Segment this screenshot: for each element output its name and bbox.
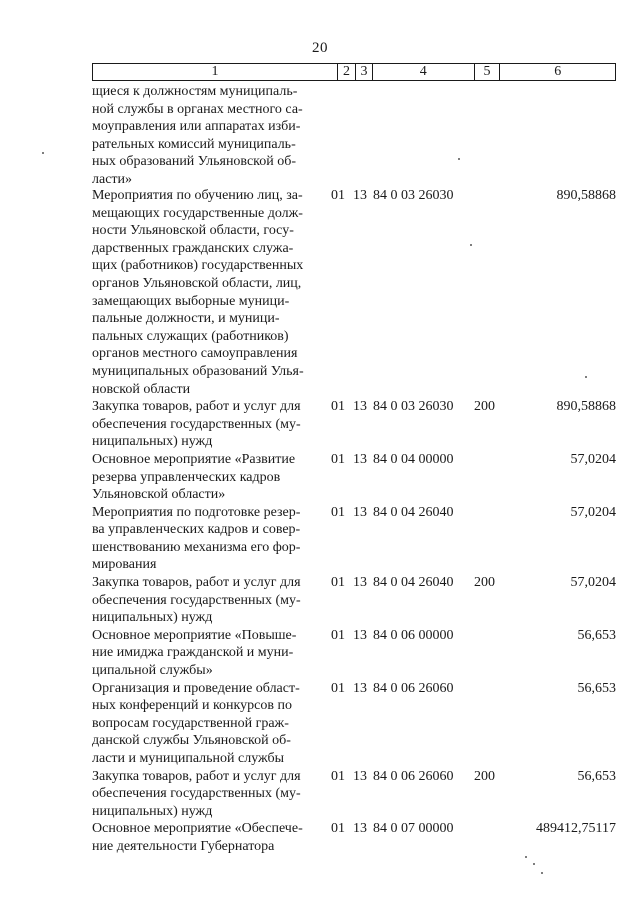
- row-name-line: ласти»: [92, 171, 133, 187]
- expense-type-code: 200: [474, 399, 495, 415]
- row-name-line: обеспечения государственных (му-: [92, 592, 301, 608]
- table-row: [92, 504, 616, 574]
- header-col-2: 2: [338, 64, 356, 80]
- amount-value: 57,0204: [570, 451, 616, 467]
- target-article-code: 84 0 06 00000: [373, 627, 454, 643]
- target-article-code: 84 0 06 26060: [373, 680, 454, 696]
- row-codes: [325, 574, 616, 627]
- row-name-line: Ульяновской области»: [92, 487, 226, 503]
- row-codes: [325, 820, 616, 855]
- row-name: [92, 820, 325, 855]
- row-name-line: обеспечения государственных (му-: [92, 416, 301, 432]
- table-row: [92, 187, 616, 398]
- row-codes: [325, 187, 616, 398]
- expense-type-code: [474, 504, 506, 574]
- section-code: 01: [331, 188, 345, 203]
- table-row: [92, 680, 616, 768]
- target-article-code: 84 0 06 26060: [373, 768, 454, 784]
- row-name: [92, 768, 325, 821]
- section-code: 01: [331, 627, 345, 643]
- amount-value: 57,0204: [570, 504, 616, 520]
- row-name-line: органов местного самоуправления: [92, 346, 298, 362]
- expense-type-code: [474, 627, 506, 680]
- subsection-code: 13: [353, 399, 367, 415]
- row-name-line: пальных служащих (работников): [92, 328, 289, 344]
- row-name-line: Основное мероприятие «Развитие: [92, 451, 296, 467]
- subsection-code: [353, 83, 373, 187]
- row-codes: [325, 83, 616, 187]
- row-name-line: данской службы Ульяновской об-: [92, 733, 291, 749]
- subsection-code: 13: [353, 768, 367, 784]
- row-name-line: Основное мероприятие «Обеспече-: [92, 821, 303, 837]
- target-article-code: [373, 83, 474, 187]
- amount-value: 56,653: [577, 627, 616, 643]
- row-name-line: Организация и проведение област-: [92, 680, 300, 696]
- page-number: 20: [312, 40, 328, 56]
- row-name-line: ниципальных) нужд: [92, 434, 213, 450]
- row-name: [92, 83, 325, 187]
- header-col-6: 6: [554, 64, 562, 79]
- row-name-line: ние деятельности Губернатора: [92, 838, 275, 854]
- amount-value: 890,58868: [556, 399, 616, 415]
- row-name: [92, 504, 325, 574]
- row-codes: [325, 504, 616, 574]
- amount-value: 56,653: [577, 768, 616, 784]
- table-row: [92, 574, 616, 627]
- header-col-3: 3: [356, 64, 373, 80]
- scan-speck: [541, 872, 543, 874]
- row-name-line: ниципальных) нужд: [92, 803, 213, 819]
- table-header-row: [92, 63, 616, 81]
- row-name-line: ных образований Ульяновской об-: [92, 154, 297, 170]
- row-name-line: ности Ульяновской области, госу-: [92, 223, 294, 239]
- row-name-line: мирования: [92, 557, 157, 573]
- row-name-line: Закупка товаров, работ и услуг для: [92, 399, 301, 415]
- row-name-line: ва управленческих кадров и совер-: [92, 522, 301, 538]
- scan-speck: [42, 152, 44, 154]
- scan-speck: [585, 376, 587, 378]
- target-article-code: 84 0 04 26040: [373, 575, 454, 591]
- header-col-1: 1: [93, 64, 338, 80]
- amount-value: 56,653: [577, 680, 616, 696]
- subsection-code: 13: [353, 451, 367, 467]
- row-name-line: ласти и муниципальной службы: [92, 751, 285, 766]
- row-name-line: органов Ульяновской области, лиц,: [92, 275, 302, 291]
- table-row: [92, 768, 616, 821]
- row-codes: [325, 627, 616, 680]
- row-name-line: ние имиджа гражданской и муни-: [92, 645, 294, 661]
- target-article-code: 84 0 03 26030: [373, 188, 454, 203]
- row-codes: [325, 768, 616, 821]
- subsection-code: 13: [353, 575, 367, 591]
- row-name: [92, 398, 325, 451]
- subsection-code: 13: [353, 821, 367, 837]
- amount-value: 57,0204: [570, 575, 616, 591]
- amount-value: [506, 83, 616, 187]
- row-name-line: резерва управленческих кадров: [92, 469, 281, 485]
- row-name-line: шенствованию механизма его фор-: [92, 539, 301, 555]
- row-name-line: Мероприятия по подготовке резер-: [92, 504, 301, 520]
- target-article-code: 84 0 03 26030: [373, 399, 454, 415]
- scan-speck: [533, 863, 535, 865]
- row-codes: [325, 451, 616, 504]
- expense-type-code: 200: [474, 768, 495, 784]
- row-name: [92, 574, 325, 627]
- row-name-line: щих (работников) государственных: [92, 258, 304, 274]
- row-name: [92, 627, 325, 680]
- amount-value: 489412,75117: [536, 821, 616, 837]
- row-name-line: муниципальных образований Улья-: [92, 363, 304, 379]
- row-name-line: обеспечения государственных (му-: [92, 786, 301, 802]
- row-codes: [325, 680, 616, 768]
- expense-type-code: [474, 83, 506, 187]
- expense-type-code: [474, 680, 506, 768]
- row-name-line: щиеся к должностям муниципаль-: [92, 84, 298, 99]
- section-code: 01: [331, 680, 345, 696]
- table-row: [92, 83, 616, 187]
- expense-type-code: [474, 451, 506, 504]
- section-code: [331, 83, 353, 187]
- budget-table-body: [92, 83, 616, 856]
- target-article-code: 84 0 04 00000: [373, 451, 454, 467]
- target-article-code: 84 0 04 26040: [373, 504, 454, 520]
- section-code: 01: [331, 451, 345, 467]
- row-name-line: дарственных гражданских служа-: [92, 240, 294, 256]
- row-name-line: Закупка товаров, работ и услуг для: [92, 575, 301, 591]
- row-name-line: ципальной службы»: [92, 663, 213, 679]
- table-row: [92, 820, 616, 855]
- row-name-line: ной службы в органах местного са-: [92, 101, 303, 117]
- amount-value: 890,58868: [556, 188, 616, 203]
- row-name-line: Основное мероприятие «Повыше-: [92, 627, 297, 643]
- row-name-line: рательных комиссий муниципаль-: [92, 136, 296, 152]
- row-name-line: Мероприятия по обучению лиц, за-: [92, 188, 303, 203]
- subsection-code: 13: [353, 504, 367, 520]
- row-name-line: вопросам государственной граж-: [92, 715, 289, 731]
- row-name: [92, 451, 325, 504]
- row-name-line: новской области: [92, 381, 191, 397]
- row-name-line: мещающих государственные долж-: [92, 205, 303, 221]
- header-col-5: 5: [475, 64, 501, 80]
- section-code: 01: [331, 504, 345, 520]
- section-code: 01: [331, 399, 345, 415]
- row-name-line: ных конференций и конкурсов по: [92, 698, 292, 714]
- section-code: 01: [331, 821, 345, 837]
- target-article-code: 84 0 07 00000: [373, 821, 454, 837]
- subsection-code: 13: [353, 627, 367, 643]
- scan-speck: [458, 158, 460, 160]
- expense-type-code: [474, 187, 506, 398]
- expense-type-code: [474, 820, 506, 855]
- scan-speck: [525, 856, 527, 858]
- row-name: [92, 680, 325, 768]
- subsection-code: 13: [353, 680, 367, 696]
- section-code: 01: [331, 575, 345, 591]
- row-name-line: пальные должности, и муници-: [92, 311, 280, 327]
- row-codes: [325, 398, 616, 451]
- table-row: [92, 451, 616, 504]
- table-row: [92, 398, 616, 451]
- row-name-line: замещающих выборные муници-: [92, 293, 290, 309]
- row-name-line: моуправления или аппаратах изби-: [92, 119, 301, 135]
- header-col-4: 4: [373, 64, 475, 80]
- section-code: 01: [331, 768, 345, 784]
- row-name-line: ниципальных) нужд: [92, 610, 213, 626]
- row-name-line: Закупка товаров, работ и услуг для: [92, 768, 301, 784]
- scan-speck: [470, 244, 472, 246]
- row-name: [92, 187, 325, 398]
- expense-type-code: 200: [474, 575, 495, 591]
- subsection-code: 13: [353, 188, 367, 203]
- table-row: [92, 627, 616, 680]
